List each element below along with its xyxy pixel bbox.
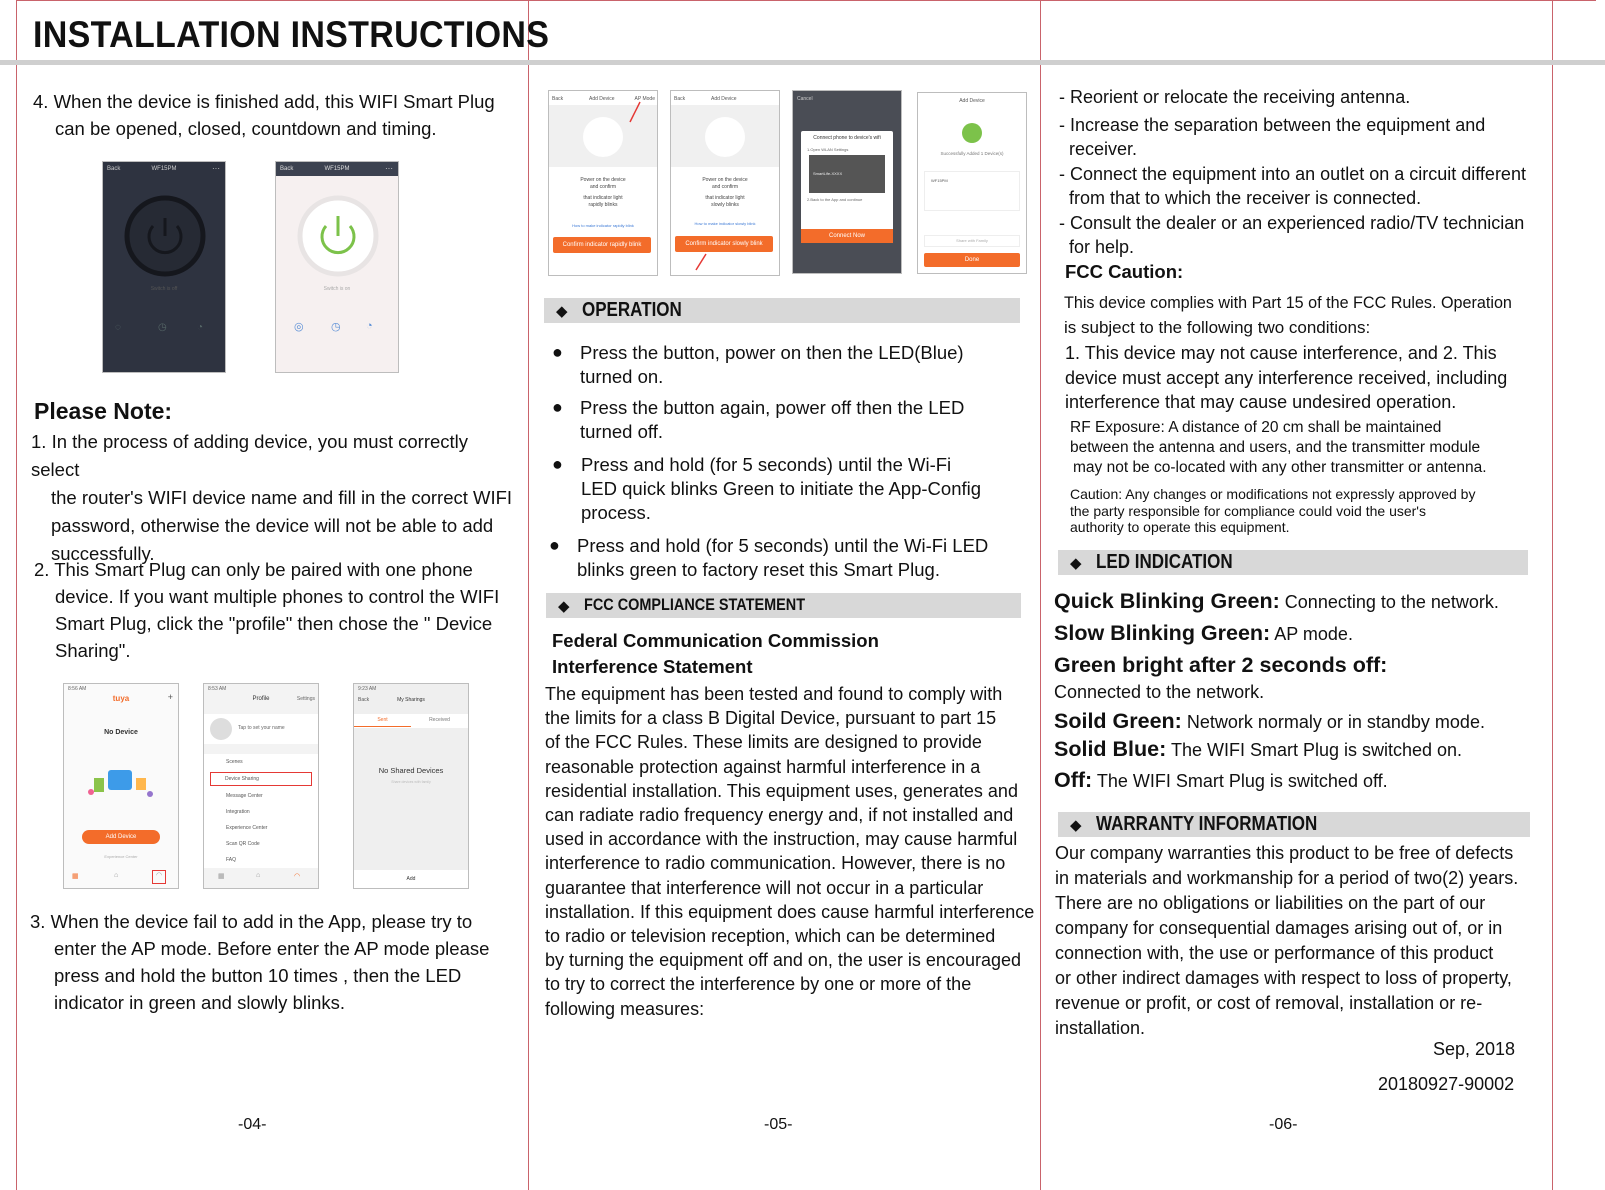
sharing-tabs — [354, 714, 468, 728]
dialog-step: 2.Back to the App and continue — [807, 197, 863, 202]
section-label: LED INDICATION — [1096, 551, 1233, 573]
caution-statement — [1070, 486, 1540, 536]
help-link: How to make indicator slowly blink — [694, 221, 756, 226]
countdown-icon: ◷ — [158, 322, 167, 333]
led-state: Solid Blue: — [1054, 737, 1167, 761]
share-with-family-button: Share with Family — [924, 235, 1020, 247]
column-divider-2 — [1040, 0, 1041, 1190]
step3-line: indicator in green and slowly blinks. — [54, 992, 346, 1013]
more-icon: ··· — [212, 164, 220, 173]
led-row — [1054, 768, 1544, 798]
status-bar-time: 8:53 AM — [208, 686, 227, 692]
more-icon: ··· — [385, 164, 393, 173]
led-state: Soild Green: — [1054, 709, 1182, 733]
fcc-body-line: following measures: — [545, 998, 705, 1019]
led-row — [1054, 737, 1544, 768]
warranty-line: company for consequential damages arising out of, or in — [1055, 918, 1503, 938]
scenes-tab-icon: ⌂ — [256, 872, 261, 879]
caution-line: is subject to the following two conditions: — [1064, 318, 1371, 337]
rf-line: RF Exposure: A distance of 20 cm shall be maintained — [1070, 419, 1442, 436]
add-device-button: Add Device — [82, 830, 160, 844]
add-sharing-button: Add — [354, 870, 468, 888]
warranty-line: There are no obligations or liabilities on the part of our — [1055, 893, 1486, 913]
date-stamp: Sep, 2018 — [1433, 1039, 1516, 1059]
app-screenshot-connect-wifi — [792, 90, 902, 274]
note-2 — [34, 556, 524, 664]
measure-line: receiver. — [1069, 139, 1138, 159]
bullet-icon: ● — [552, 342, 563, 362]
led-description: The WIFI Smart Plug is switched on. — [1166, 740, 1463, 760]
instruction-line: that indicator light — [705, 195, 745, 201]
instruction-line: rapidly blinks — [588, 202, 618, 208]
fcc-body-line: of the FCC Rules. These limits are designed to provide — [545, 732, 982, 753]
led-state: Slow Blinking Green: — [1054, 621, 1271, 645]
tab-received: Received — [429, 717, 450, 723]
led-row — [1054, 709, 1544, 737]
measure-line: - Reorient or relocate the receiving antenna. — [1059, 87, 1411, 107]
page-number: -04- — [238, 1116, 267, 1133]
warranty-line: connection with, the use or performance of this product — [1055, 943, 1494, 963]
step4-line: 4. When the device is finished add, this WIFI Smart Plug — [33, 91, 495, 112]
fcc-body-line: residential installation. This equipment uses, generates and — [545, 780, 1018, 801]
device-title: WF15PM — [324, 166, 350, 172]
led-row — [1054, 589, 1544, 621]
warranty-line: in materials and workmanship for a period of two(2) years. — [1055, 868, 1519, 888]
app-screenshot-my-sharings — [353, 683, 469, 889]
rf-line: between the antenna and users, and the transmitter module — [1070, 439, 1481, 456]
diamond-icon: ◆ — [556, 303, 568, 320]
warranty-line: revenue or profit, or cost of removal, installation or re- — [1055, 993, 1483, 1013]
cancel-link: Cancel — [797, 96, 813, 102]
note-line: Smart Plug, click the "profile" then chose the " Device — [55, 613, 493, 634]
home-tab-icon: ▦ — [72, 873, 79, 880]
measure-line: for help. — [1069, 237, 1135, 257]
condition-line: 1. This device may not cause interference, and 2. This — [1065, 343, 1497, 363]
warranty-line: Our company warranties this product to be free of defects — [1055, 843, 1514, 863]
step4-text — [33, 88, 513, 142]
power-off-icon — [123, 194, 207, 278]
status-caption: Switch is on — [323, 286, 351, 292]
measures-list — [1059, 85, 1544, 260]
led-row — [1054, 621, 1544, 653]
device-image-area — [671, 105, 779, 167]
section-label: WARRANTY INFORMATION — [1096, 813, 1318, 835]
plug-image — [583, 117, 623, 157]
back-link: Back — [107, 166, 121, 172]
power-on-icon — [296, 194, 380, 278]
back-link: Back — [280, 166, 294, 172]
ap-mode-link: AP Mode — [634, 96, 655, 102]
help-link: How to make indicator rapidly blink — [572, 223, 634, 228]
operation-item-1 — [552, 341, 1020, 389]
connect-now-button: Connect Now — [801, 229, 893, 243]
fcc-caution-text — [1064, 290, 1549, 340]
app-screenshot-profile — [203, 683, 319, 889]
home-tab-icon: ▦ — [218, 873, 225, 880]
condition-line: device must accept any interference received, including — [1065, 367, 1508, 388]
fcc-body-line: The equipment has been tested and found to comply with — [545, 684, 1003, 704]
note-line: Sharing". — [55, 640, 131, 661]
empty-state-text: No Device — [104, 729, 138, 736]
name-placeholder: Tap to set your name — [238, 725, 285, 731]
operation-line: Press and hold (for 5 seconds) until the Wi-Fi LED — [577, 535, 989, 556]
rf-line: may not be co-located with any other transmitter or antenna. — [1073, 459, 1487, 476]
settings-link: Settings — [296, 696, 315, 702]
profile-tab-icon: ◠ — [294, 873, 301, 880]
measure-line: from that to which the receiver is connected. — [1069, 188, 1422, 208]
screen-title: Add Device — [711, 96, 737, 102]
page-title: INSTALLATION INSTRUCTIONS — [33, 14, 550, 55]
diamond-icon: ◆ — [1070, 817, 1082, 834]
empty-state-text: No Shared Devices — [378, 766, 444, 775]
operation-line: blinks green to factory reset this Smart Plug. — [577, 559, 940, 580]
profile-tab-icon: ◠ — [152, 870, 166, 884]
screen-title: Add Device — [959, 98, 985, 104]
fcc-section-header — [546, 593, 1021, 618]
operation-item-4 — [549, 534, 1017, 582]
app-screenshot-switch-on — [275, 161, 399, 373]
condition-line: interference that may cause undesired operation. — [1065, 392, 1457, 412]
menu-item: Message Center — [226, 793, 263, 799]
device-title: WF15PM — [151, 166, 177, 172]
fcc-body-line: reasonable protection against harmful interference in a — [545, 756, 981, 777]
menu-item: Experience Center — [226, 825, 268, 831]
timer-icon: ◔ — [366, 320, 373, 332]
fcc-body-line: to try to correct the interference by one or more of the — [545, 974, 972, 995]
led-state: Green bright after 2 seconds off: — [1054, 653, 1388, 677]
operation-line: turned off. — [580, 421, 663, 442]
back-link: Back — [674, 96, 686, 102]
switch-icon: ◎ — [294, 321, 304, 333]
menu-item: FAQ — [226, 857, 237, 863]
operation-line: turned on. — [580, 366, 664, 387]
led-indication-list — [1054, 589, 1544, 798]
measure-line: - Connect the equipment into an outlet on a circuit different — [1059, 163, 1526, 184]
app-screenshot-home — [63, 683, 179, 889]
fcc-body-line: used in accordance with the instruction, may cause harmful — [545, 829, 1018, 850]
fcc-body — [545, 682, 1035, 1021]
arrow-annotation-icon — [694, 252, 710, 272]
operation-line: Press the button again, power off then the LED — [580, 397, 965, 418]
dialog-heading: Connect phone to device's wifi — [813, 135, 881, 141]
caution-statement-line: Caution: Any changes or modifications not expressly approved by — [1070, 486, 1476, 502]
confirm-button: Confirm indicator slowly blink — [675, 236, 773, 252]
status-caption: Switch is off — [150, 286, 178, 292]
fcc-body-line: the limits for a class B Digital Device, pursuant to part 15 — [545, 708, 997, 729]
avatar — [210, 718, 232, 740]
bullet-icon: ● — [552, 454, 563, 474]
app-screenshot-slow-blink — [670, 90, 780, 276]
led-state: Quick Blinking Green: — [1054, 589, 1280, 613]
document-code: 20180927-90002 — [1378, 1074, 1515, 1094]
top-border — [16, 0, 1596, 1]
section-label: OPERATION — [582, 299, 682, 321]
rf-exposure — [1070, 418, 1540, 478]
measure-line: - Increase the separation between the equipment and — [1059, 114, 1486, 135]
operation-item-2 — [552, 396, 1020, 444]
note-line: 2. This Smart Plug can only be paired with one phone — [34, 559, 473, 580]
countdown-icon: ◷ — [331, 321, 341, 333]
step3-line: enter the AP mode. Before enter the AP mode please — [54, 938, 490, 959]
operation-line: LED quick blinks Green to initiate the App-Config — [581, 478, 982, 499]
profile-card — [204, 714, 318, 744]
measure-line: - Consult the dealer or an experienced radio/TV technician — [1059, 212, 1525, 233]
done-button: Done — [924, 253, 1020, 267]
fcc-title — [552, 628, 879, 680]
fcc-caution-heading: FCC Caution: — [1065, 261, 1184, 282]
fcc-title-line: Interference Statement — [552, 656, 753, 677]
device-row: WF15PM — [924, 171, 1020, 211]
page-number: -05- — [764, 1116, 793, 1133]
fcc-body-line: guarantee that interference will not occur in a particular — [545, 877, 984, 898]
left-border — [16, 0, 17, 1190]
note-line: password, otherwise the device will not be able to add — [51, 515, 494, 536]
led-row — [1054, 679, 1544, 709]
instructions-text — [549, 177, 657, 209]
operation-item-3 — [552, 453, 1021, 525]
caution-line: This device complies with Part 15 of the FCC Rules. Operation — [1064, 293, 1512, 312]
experience-link: Experience Center — [104, 854, 138, 859]
led-row — [1054, 653, 1544, 679]
connect-dialog — [801, 131, 893, 243]
screen-title: Profile — [252, 696, 270, 702]
warranty-line: installation. — [1055, 1018, 1146, 1038]
back-link: Back — [358, 697, 370, 703]
bullet-icon: ● — [549, 535, 560, 555]
note-line: device. If you want multiple phones to control the WIFI — [55, 586, 500, 607]
instruction-line: and confirm — [711, 184, 739, 190]
warranty-section-header — [1058, 812, 1530, 837]
menu-item: Scan QR Code — [226, 841, 260, 847]
tab-sent: Sent — [354, 714, 411, 727]
screen-title: Add Device — [589, 96, 615, 102]
operation-section-header — [544, 298, 1020, 323]
led-description: Connected to the network. — [1054, 682, 1265, 702]
led-state: Off: — [1054, 768, 1093, 792]
arrow-annotation-icon — [628, 100, 644, 124]
section-label: FCC COMPLIANCE STATEMENT — [584, 595, 806, 614]
instruction-line: that indicator light — [583, 195, 623, 201]
menu-item: Integration — [226, 809, 250, 815]
app-screenshot-switch-off — [102, 161, 226, 373]
menu-item: Scenes — [226, 759, 243, 765]
diamond-icon: ◆ — [558, 598, 570, 615]
caution-statement-line: the party responsible for compliance could void the user's — [1070, 502, 1426, 519]
header-rule — [0, 60, 1605, 65]
operation-line: process. — [581, 502, 651, 523]
caution-statement-line: authority to operate this equipment. — [1070, 519, 1290, 535]
fcc-body-line: can radiate radio frequency energy and, if not installed and — [545, 805, 1014, 826]
fcc-body-line: installation. If this equipment does cause harmful interference — [545, 901, 1035, 922]
operation-line: Press and hold (for 5 seconds) until the Wi-Fi — [581, 454, 952, 475]
screen-title: My Sharings — [397, 697, 425, 703]
switch-icon: ◌ — [115, 322, 121, 333]
dialog-step: 1.Open WLAN Settings — [807, 147, 849, 152]
right-border — [1552, 0, 1553, 1190]
note-1 — [31, 428, 521, 568]
plug-image — [705, 117, 745, 157]
devices-illustration-icon — [86, 764, 156, 804]
page-number: -06- — [1269, 1116, 1298, 1133]
step3-line: press and hold the button 10 times , then the LED — [54, 965, 462, 986]
fcc-conditions — [1065, 341, 1550, 415]
led-description: Connecting to the network. — [1279, 592, 1499, 612]
note-line: 1. In the process of adding device, you must correctly select — [31, 431, 469, 480]
hint-text: Share devices with family — [391, 780, 431, 784]
status-bar-time: 8:56 AM — [68, 686, 87, 692]
success-check-icon — [962, 123, 982, 143]
timer-icon: ◔ — [197, 322, 204, 333]
note-heading: Please Note: — [34, 398, 173, 424]
step3-text — [30, 908, 520, 1016]
instruction-line: Power on the device — [702, 177, 748, 183]
back-link: Back — [552, 96, 564, 102]
menu-item-device-sharing: Device Sharing — [210, 772, 312, 786]
instruction-line: Power on the device — [580, 177, 626, 183]
fcc-body-line: by turning the equipment off and on, the user is encouraged — [545, 950, 1021, 971]
confirm-button: Confirm indicator rapidly blink — [553, 237, 651, 253]
app-screenshot-added — [917, 92, 1027, 274]
step4-line: can be opened, closed, countdown and timing. — [55, 118, 437, 139]
tuya-logo: tuya — [112, 694, 130, 703]
diamond-icon: ◆ — [1070, 555, 1082, 572]
wifi-list: SmartLife-XXXX — [809, 155, 885, 193]
operation-line: Press the button, power on then the LED(Blue) — [580, 342, 964, 363]
status-bar-time: 9:23 AM — [358, 686, 377, 692]
instruction-line: and confirm — [589, 184, 617, 190]
plus-icon: + — [167, 692, 173, 702]
led-description: The WIFI Smart Plug is switched off. — [1092, 771, 1388, 791]
note-line: successfully. — [51, 543, 155, 564]
led-section-header — [1058, 550, 1528, 575]
profile-menu — [204, 754, 318, 868]
led-description: Network normaly or in standby mode. — [1181, 712, 1485, 732]
fcc-body-line: to radio or television reception, which can be determined — [545, 926, 996, 947]
step3-line: 3. When the device fail to add in the App, please try to — [30, 911, 473, 932]
fcc-title-line: Federal Communication Commission — [552, 630, 879, 651]
success-text: Successfully Added 1 Device(s) — [940, 151, 1004, 156]
instruction-line: slowly blinks — [711, 202, 739, 208]
warranty-line: or other indirect damages with respect to loss of property, — [1055, 968, 1512, 988]
instructions-text — [671, 177, 779, 209]
led-description: AP mode. — [1270, 624, 1353, 644]
warranty-body — [1055, 841, 1540, 1041]
fcc-body-line: interference to radio communication. However, there is no — [545, 853, 1006, 874]
bullet-icon: ● — [552, 397, 563, 417]
column-divider-1 — [528, 0, 529, 1190]
note-line: the router's WIFI device name and fill in the correct WIFI — [51, 487, 513, 508]
scenes-tab-icon: ⌂ — [114, 872, 119, 879]
